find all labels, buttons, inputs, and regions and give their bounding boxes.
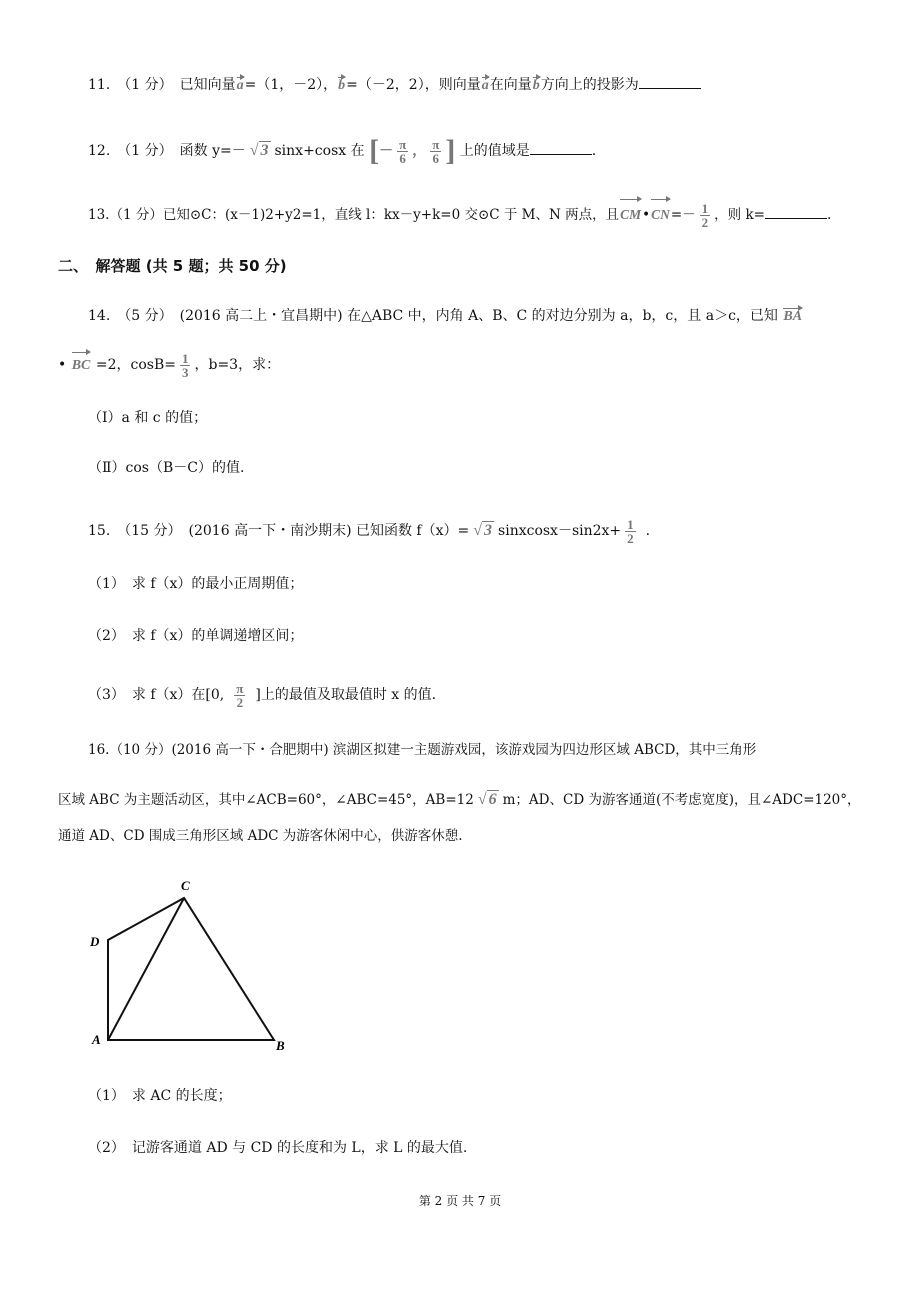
interval-high: $\frac{\pi}{6}$ [432,136,440,166]
page-footer: 第 2 页 共 7 页 [418,1194,502,1208]
q14-part-1: （Ⅰ）a 和 c 的值； [88,410,208,426]
vector-a: a [236,76,245,96]
section-heading: 二、 解答题 (共 5 题；共 50 分) [58,257,287,275]
question-16-line-1: 16.（10 分）(2016 高一下・合肥期中) 滨湖区拟建一主题游戏园，该游戏园为四边形区域 ABCD，其中三角形 [88,742,757,758]
q12-text: sinx+cosx 在 [274,143,365,159]
q16-text: 区域 ABC 为主题活动区，其中∠ACB=60°，∠ABC=45°，AB=12 [58,792,474,808]
question-12 [88,136,596,166]
interval-low: － $\frac{\pi}{6}$ ， [379,137,427,167]
fraction-one-half: $\frac{1}{2}$ [627,516,634,546]
q11-text: 11. （1 分） 已知向量 [88,77,236,93]
question-16-line-2 [58,788,861,812]
radicand: 3 [484,522,493,539]
sqrt-3: √ 3 [473,522,493,539]
question-16-line-3: 通道 AD、CD 围成三角形区域 ADC 为游客休闲中心，供游客休憩. [58,828,463,844]
q11-text: 在向量 [489,77,532,93]
q15-part-2: （2） 求 f（x）的单调递增区间； [88,628,304,644]
q15-part-3 [88,680,436,710]
answer-blank[interactable] [639,74,701,89]
q11-text: =（1，﻿－2）， [244,77,338,93]
interval-bracket: [ [369,134,380,167]
q12-text: . [591,143,597,159]
question-11 [88,74,701,96]
sqrt-6: √ 6 [477,791,497,808]
q16-text: m；AD、CD 为游客通道(不考虑宽度)，且∠ADC=120°， [502,792,861,808]
label-c: C [181,878,190,893]
q12-text: 12. （1 分） 函数 y=－ [88,143,246,159]
answer-blank[interactable] [765,204,827,219]
label-d: D [90,934,100,949]
sqrt-3: √ 3 [249,142,269,159]
q15-text: （3） 求 f（x）在[0, [88,687,225,703]
fraction-one-half: $\frac{1}{2}$ [701,201,709,230]
q15-text: ]上的最值及取最值时 x 的值. [255,687,437,703]
q16-part-2: （2） 记游客通道 AD 与 CD 的长度和为 L，求 L 的最大值. [88,1140,468,1156]
vector-cn: CN [650,198,671,232]
vector-b: b [337,76,346,96]
q16-part-1: （1） 求 AC 的长度； [88,1088,232,1104]
q14-text: 14. （5 分） (2016 高二上・宜昌期中) 在△ABC 中，内角 A、B、C 的对边分别为 a，b，c，且 a＞c，已知 [88,308,778,324]
q13-text: . [826,207,832,223]
q13-text: =－ [670,207,696,223]
vector-bc: BC [71,351,92,381]
question-14-line-1 [88,306,803,327]
q14-text: =2，cosB= [95,357,176,373]
interval-bracket: ] [445,134,456,167]
q15-part-1: （1） 求 f（x）的最小正周期值； [88,576,304,592]
label-b: B [276,1038,285,1053]
q13-text: 13.（1 分）已知⊙C：(x－1)2+y2=1，直线 l：kx－y+k=0 交⊙C 于 M、N 两点，且 [88,207,620,223]
quadrilateral-outline [108,898,274,1040]
answer-blank[interactable] [530,140,592,155]
q13-text: ，则 k= [714,207,765,223]
q12-text: 上的值域是 [459,143,530,159]
q13-text: • [642,207,651,223]
q15-text: 15. （15 分） (2016 高一下・南沙期末) 已知函数 f（x）= [88,523,470,539]
question-14-line-2 [58,350,280,380]
vector-a: a [481,76,490,96]
vector-cm: CM [619,198,642,232]
q11-text: =（－2，2），则向量 [346,77,481,93]
radicand: 6 [488,791,497,808]
fraction-one-third: $\frac{1}{3}$ [181,350,189,380]
q14-text: ，b=3，求： [194,357,281,373]
question-13 [88,198,831,232]
radicand: 3 [260,142,269,159]
vector-ba: BA [782,307,803,327]
question-15 [88,514,650,548]
q14-part-2: （Ⅱ）cos（B﻿－C）的值. [88,460,245,476]
q15-text: sinxcosx－sin2x+ [498,523,622,539]
fraction-pi-half: $\frac{\pi}{2}$ [236,680,244,710]
quadrilateral-diagram [86,872,306,1062]
vector-b: b [532,76,541,96]
label-a: A [92,1032,101,1047]
q14-text: • [58,357,67,373]
q15-text: . [645,523,651,539]
q11-text: 方向上的投影为 [540,77,639,93]
